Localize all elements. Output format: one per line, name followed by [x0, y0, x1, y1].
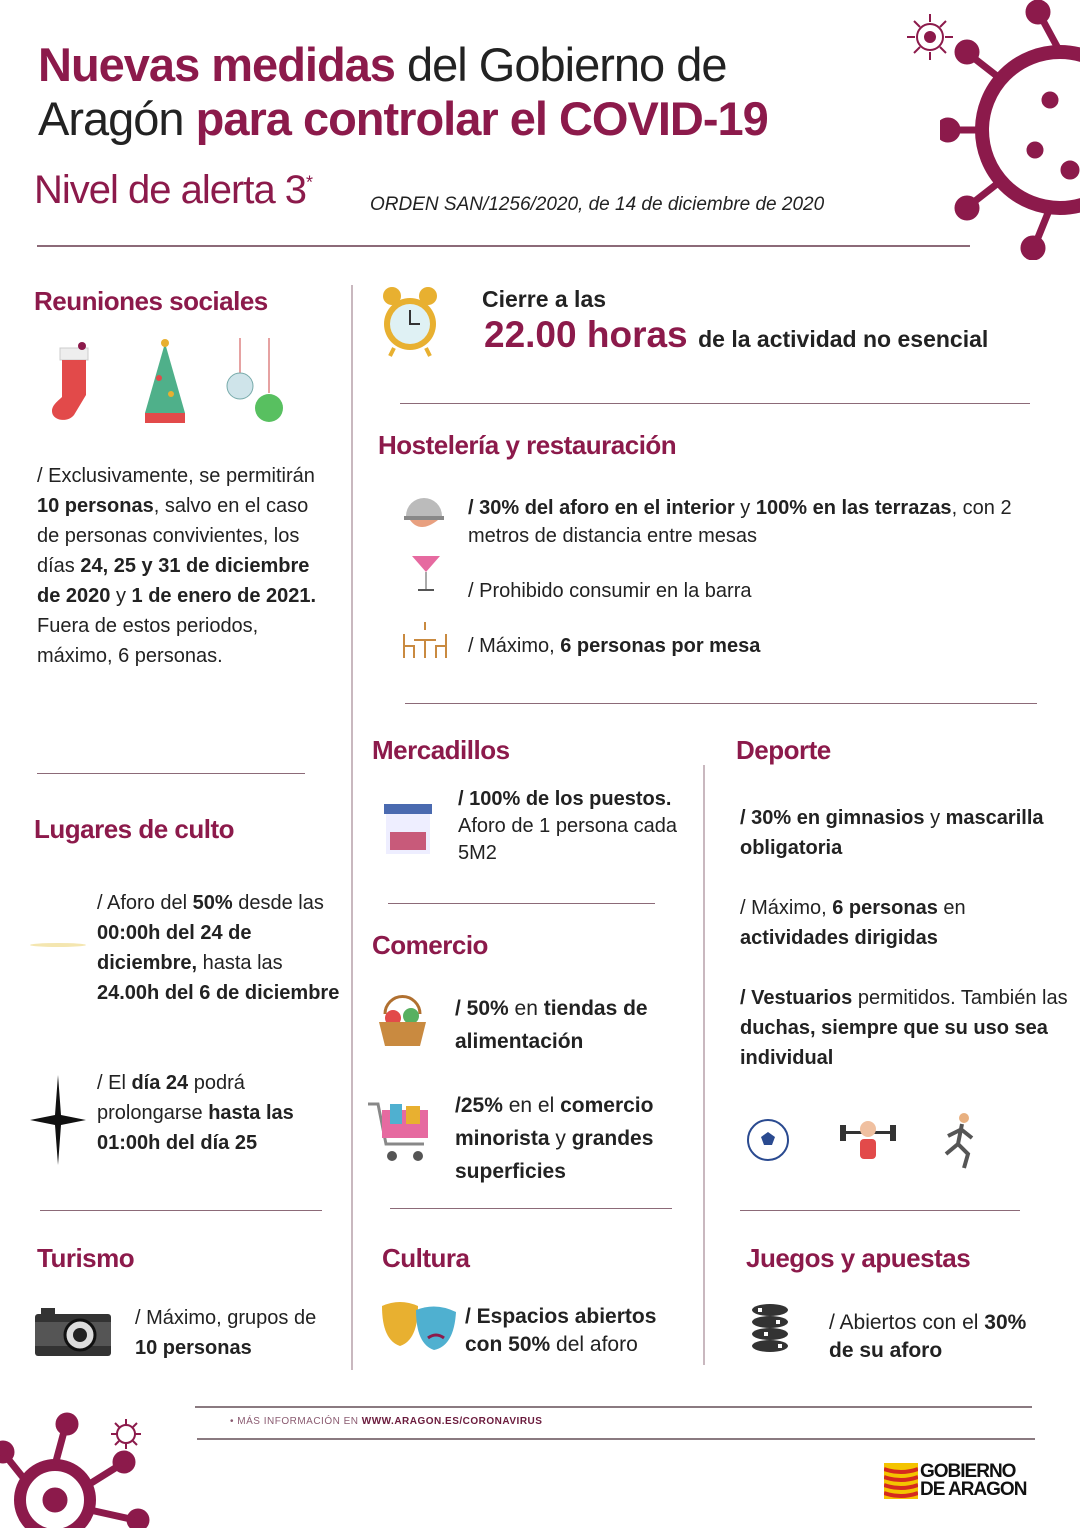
bold-text: actividades dirigidas — [740, 927, 938, 949]
text: en — [508, 997, 544, 1020]
bold-text: / Vestuarios — [740, 987, 853, 1009]
text: / Máximo, grupos de — [135, 1307, 317, 1329]
cierre-line1: Cierre a las — [482, 286, 607, 312]
bold-text: Nuevas medidas — [38, 38, 395, 91]
divider — [740, 1210, 1020, 1211]
bold-text: 6 personas por mesa — [560, 635, 761, 657]
bold-text: /25% — [455, 1094, 503, 1117]
bold-text: 24, 25 y 31 de diciembre de 2020 — [37, 555, 310, 607]
reuniones-text — [37, 461, 327, 671]
runner-icon — [940, 1112, 980, 1170]
bold-text: / Espacios abiertos con 50% — [465, 1305, 657, 1356]
camera-icon — [35, 1308, 111, 1356]
divider — [37, 773, 305, 774]
stocking-icon — [42, 340, 102, 425]
text: / El — [97, 1072, 132, 1094]
bold-text: tiendas de alimentación — [455, 997, 648, 1053]
text: / Abiertos con el — [829, 1311, 985, 1334]
alert-footnote-mark: * — [306, 172, 313, 193]
text: y — [549, 1127, 572, 1150]
bold-text: 00:00h del 24 de diciembre, — [97, 922, 252, 974]
deporte-item-3 — [740, 983, 1070, 1073]
soccer-ball-icon — [746, 1118, 790, 1162]
divider — [40, 1210, 322, 1211]
logo-line-1: GOBIERNO — [920, 1461, 1016, 1482]
alarm-clock-icon — [380, 284, 440, 358]
section-title-reuniones: Reuniones sociales — [34, 286, 268, 316]
grocery-basket-icon — [375, 992, 430, 1048]
bold-text: / 100% de los puestos. — [458, 788, 672, 810]
comercio-item-1 — [455, 992, 695, 1058]
text: en el — [502, 1094, 561, 1117]
alert-level-text: Nivel de alerta 3 — [34, 168, 307, 212]
bold-text: para controlar el COVID-19 — [195, 92, 768, 145]
alert-level — [34, 168, 312, 213]
section-title-deporte: Deporte — [736, 735, 831, 765]
market-stall-icon — [382, 802, 434, 856]
section-title-hosteleria: Hostelería y restauración — [378, 430, 677, 460]
deporte-item-1 — [740, 803, 1060, 863]
deporte-item-2 — [740, 893, 1060, 953]
bold-text: 10 personas — [37, 495, 154, 517]
mercadillos-text — [458, 786, 688, 867]
text: del Gobierno de — [394, 38, 727, 91]
divider — [390, 1208, 672, 1209]
bold-text: día 24 — [131, 1072, 189, 1094]
casino-chips-icon — [748, 1302, 792, 1358]
hosteleria-item-2 — [468, 576, 1028, 606]
glow-icon — [28, 930, 88, 960]
divider — [195, 1406, 1032, 1408]
bold-text: 50% — [192, 892, 233, 914]
star-icon — [30, 1075, 86, 1165]
text: Fuera de estos periodos, máximo, 6 personas. — [37, 615, 259, 667]
bold-text: mascarilla obligatoria — [740, 807, 1044, 859]
divider — [400, 403, 1030, 404]
text: en — [937, 897, 966, 919]
column-divider — [351, 285, 353, 1370]
title-line-1 — [38, 38, 768, 92]
more-info-link[interactable]: WWW.ARAGON.ES/CORONAVIRUS — [361, 1416, 543, 1427]
text: Aragón — [38, 92, 196, 145]
bold-text: hasta las 01:00h del día 25 — [97, 1102, 294, 1154]
bold-text: 24.00h del 6 de diciembre — [97, 982, 340, 1004]
ornaments-icon — [225, 338, 285, 428]
aragon-flag-icon — [884, 1463, 918, 1499]
closing-time: 22.00 horas — [484, 314, 688, 355]
section-title-juegos: Juegos y apuestas — [746, 1243, 971, 1273]
juegos-text — [829, 1309, 1029, 1365]
divider — [388, 903, 655, 904]
section-title-culto: Lugares de culto — [34, 814, 235, 844]
closing-note: de la actividad no esencial — [698, 326, 989, 352]
culto-text-2 — [97, 1068, 337, 1158]
cocktail-icon — [410, 550, 442, 594]
virus-icon-bottom — [0, 1410, 160, 1528]
christmas-tree-icon — [135, 338, 195, 428]
text: del aforo — [550, 1333, 638, 1356]
text: , con 2 metros de distancia entre mesas — [468, 497, 1012, 547]
theater-masks-icon — [380, 1300, 458, 1352]
small-virus-icon — [905, 12, 955, 62]
text: Aforo de 1 persona cada 5M2 — [458, 815, 678, 864]
hosteleria-item-1 — [468, 494, 1038, 550]
bold-text: 6 personas — [832, 897, 938, 919]
page-title — [38, 38, 768, 146]
more-info-label: MÁS INFORMACIÓN EN — [237, 1416, 362, 1427]
section-title-turismo: Turismo — [37, 1243, 135, 1273]
text: y — [924, 807, 946, 829]
cloche-icon — [402, 490, 446, 534]
gobierno-aragon-logo — [884, 1463, 1026, 1499]
virus-icon — [940, 0, 1080, 260]
bold-text: 100% en las terrazas — [755, 497, 952, 519]
bold-text: / 50% — [455, 997, 509, 1020]
order-reference: ORDEN SAN/1256/2020, de 14 de diciembre de 2020 — [370, 194, 825, 215]
text: / Máximo, — [468, 635, 561, 657]
cierre-hour — [484, 314, 988, 356]
divider — [405, 703, 1037, 704]
section-title-mercadillos: Mercadillos — [372, 735, 510, 765]
title-line-2 — [38, 92, 768, 146]
bold-text: 1 de enero de 2021. — [131, 585, 317, 607]
text: / Aforo del — [97, 892, 193, 914]
comercio-item-2 — [455, 1089, 705, 1188]
bold-text: 30% de su aforo — [829, 1311, 1027, 1362]
culto-text-1 — [97, 888, 347, 1008]
text: / Exclusivamente, se permitirán — [37, 465, 315, 487]
cultura-text — [465, 1303, 695, 1359]
text: y — [110, 585, 132, 607]
logo-line-2: DE ARAGON — [920, 1479, 1027, 1500]
shopping-cart-icon — [366, 1100, 432, 1166]
table-chairs-icon — [400, 612, 450, 660]
text: podrá prolongarse — [97, 1072, 245, 1124]
divider — [197, 1438, 1035, 1440]
text: y — [734, 497, 756, 519]
text: hasta las — [197, 952, 283, 974]
weightlifting-icon — [838, 1115, 898, 1167]
text: / Máximo, — [740, 897, 833, 919]
more-info: • MÁS INFORMACIÓN EN WWW.ARAGON.ES/CORONAVIRUS — [230, 1416, 543, 1427]
bold-text: 10 personas — [135, 1337, 252, 1359]
bold-text: duchas, siempre que su uso sea individual — [740, 1017, 1048, 1069]
bold-text: grandes superficies — [455, 1127, 654, 1183]
turismo-text — [135, 1303, 335, 1363]
section-title-cultura: Cultura — [382, 1243, 470, 1273]
column-divider — [703, 765, 705, 1365]
hosteleria-item-3 — [468, 631, 1028, 661]
text: permitidos. También las — [852, 987, 1068, 1009]
text: , salvo en el caso de personas convivientes, los días — [37, 495, 309, 577]
text: desde las — [232, 892, 324, 914]
bold-text: / 30% del aforo en el interior — [468, 497, 735, 519]
bold-text: comercio minorista — [455, 1094, 654, 1150]
section-title-comercio: Comercio — [372, 930, 488, 960]
divider — [37, 245, 970, 247]
text: / Prohibido consumir en la barra — [468, 580, 752, 602]
bold-text: / 30% en gimnasios — [740, 807, 925, 829]
